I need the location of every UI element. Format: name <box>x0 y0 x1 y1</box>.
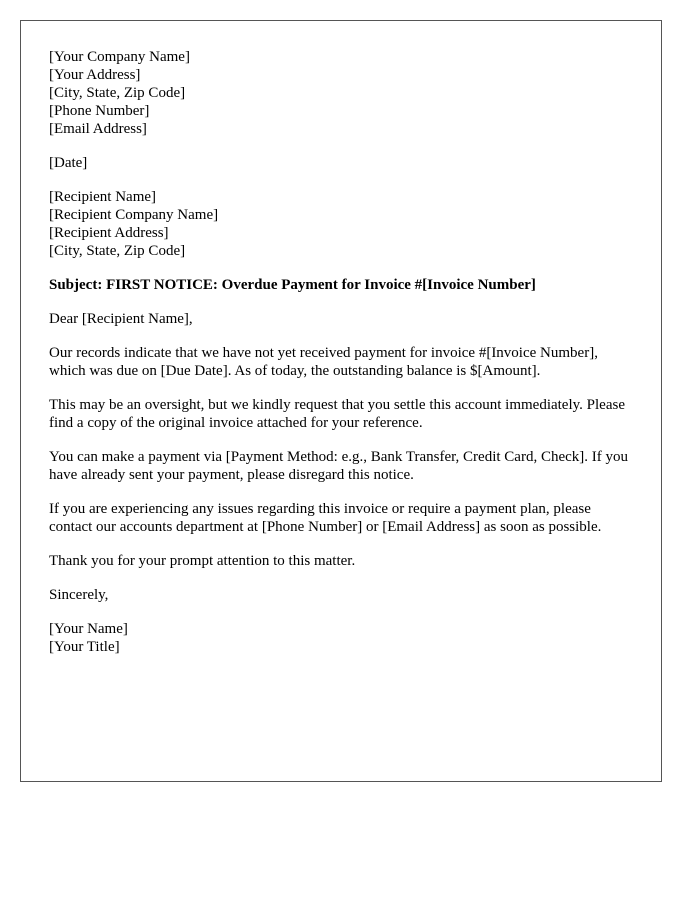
letter-date: [Date] <box>49 155 88 171</box>
recipient-name: [Recipient Name] <box>49 189 157 205</box>
signature-block <box>49 620 633 656</box>
body-paragraph-thanks: Thank you for your prompt attention to this matter. <box>49 553 356 569</box>
sender-company: [Your Company Name] <box>49 49 190 65</box>
recipient-city-state-zip: [City, State, Zip Code] <box>49 243 186 259</box>
letter-page <box>20 20 662 782</box>
date-block <box>49 154 633 172</box>
recipient-company: [Recipient Company Name] <box>49 207 219 223</box>
signature-name: [Your Name] <box>49 621 128 637</box>
body-paragraph-request: This may be an oversight, but we kindly request that you settle this account immediately. Please find a copy of the original invoice attached for your reference. <box>49 397 625 431</box>
recipient-address: [Recipient Address] <box>49 225 169 241</box>
salutation: Dear [Recipient Name], <box>49 311 193 327</box>
sender-address-block <box>49 48 633 138</box>
sender-phone: [Phone Number] <box>49 103 150 119</box>
sender-address: [Your Address] <box>49 67 141 83</box>
closing: Sincerely, <box>49 587 109 603</box>
body-paragraph-contact: If you are experiencing any issues regarding this invoice or require a payment plan, please contact our accounts department at [Phone Number] or [Email Address] as soon as possible. <box>49 501 602 535</box>
subject-line: Subject: FIRST NOTICE: Overdue Payment for Invoice #[Invoice Number] <box>49 277 536 293</box>
sender-email: [Email Address] <box>49 121 147 137</box>
sender-city-state-zip: [City, State, Zip Code] <box>49 85 186 101</box>
body-paragraph-payment-method: You can make a payment via [Payment Method: e.g., Bank Transfer, Credit Card, Check]. If you have already sent your payment, please disregard this notice. <box>49 449 629 483</box>
recipient-address-block <box>49 188 633 260</box>
body-paragraph-records: Our records indicate that we have not yet received payment for invoice #[Invoice Number], which was due on [Due Date]. As of today, the outstanding balance is $[Amount]. <box>49 345 598 379</box>
signature-title: [Your Title] <box>49 639 120 655</box>
